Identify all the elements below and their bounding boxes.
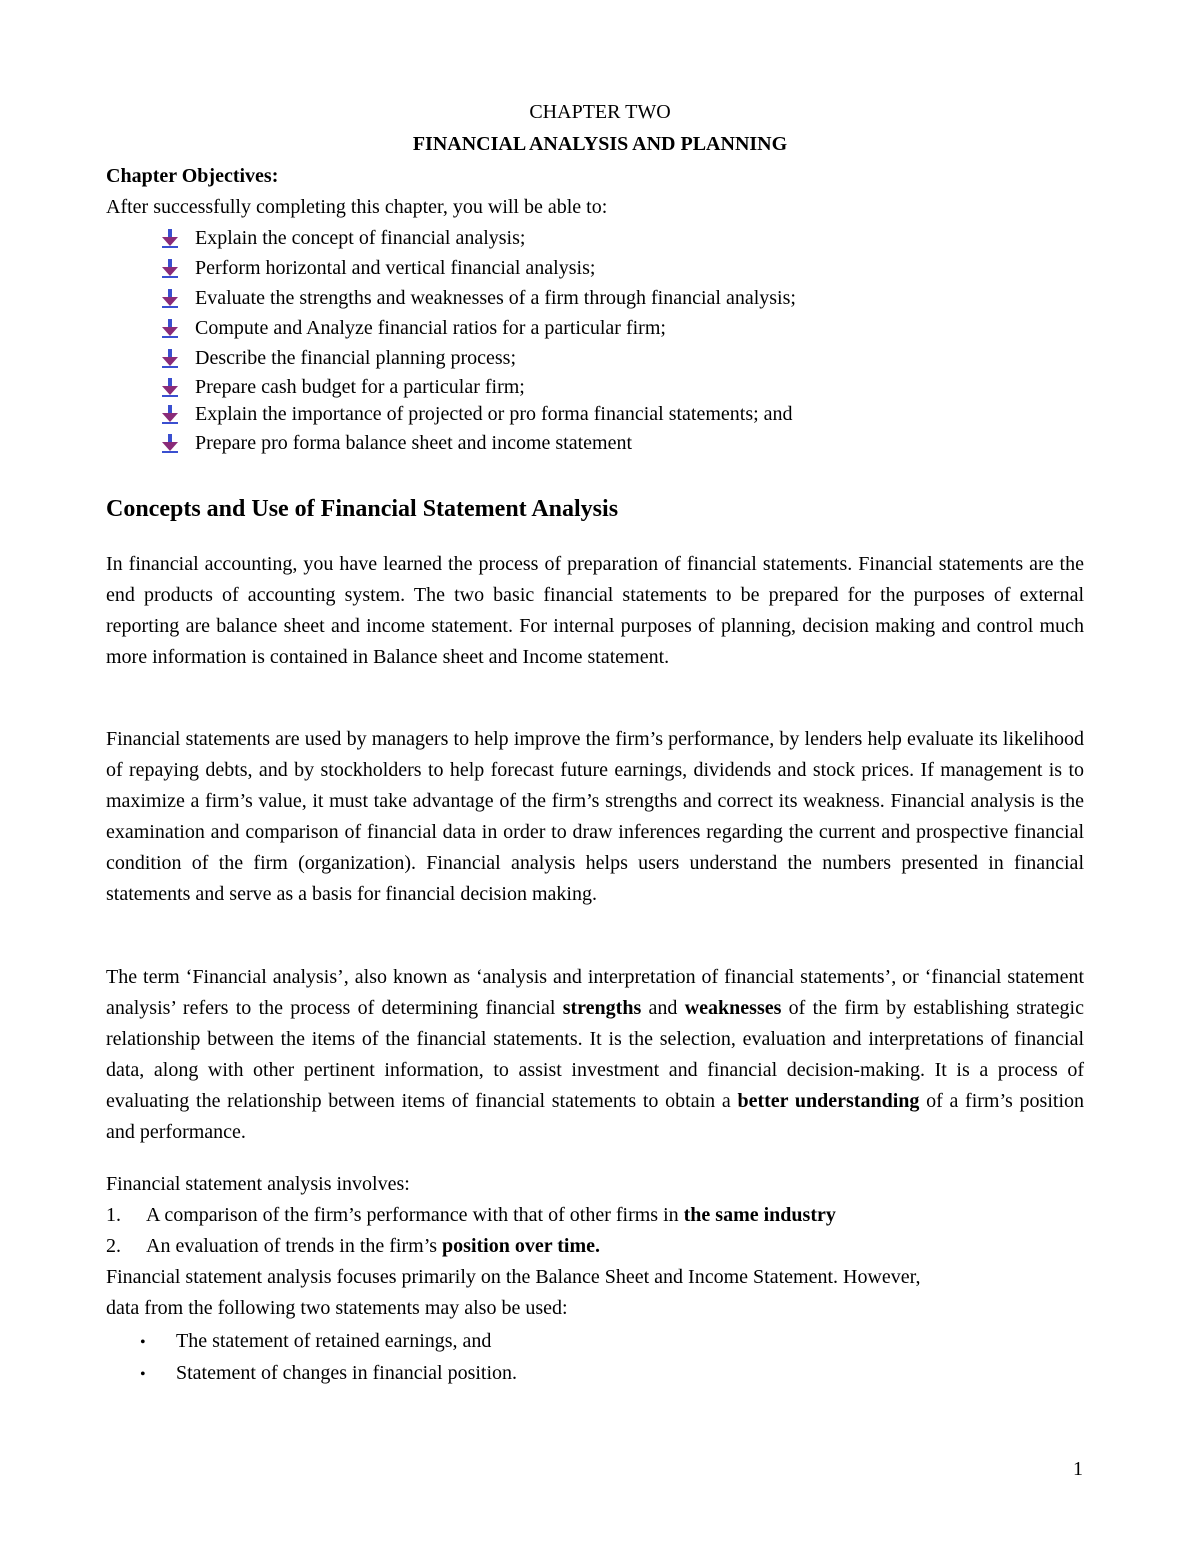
bullet-item <box>140 1329 491 1355</box>
bullet-dot: • <box>140 1366 146 1383</box>
objective-text: Prepare pro forma balance sheet and income statement <box>195 432 633 454</box>
objective-text: Compute and Analyze financial ratios for a particular firm; <box>195 317 666 339</box>
bullet-dot: • <box>140 1334 146 1351</box>
numbered-item <box>106 1234 600 1258</box>
item-number: 1. <box>106 1204 121 1226</box>
paragraph-3-text: of the firm by establishing strategic relationship between the items of the financial statements. It is the selection, evaluation and interpretations of financial data, along with other pertinent information, to assist investment and financial decision-making. It is a process of evaluating the relationship between items of financial statements to obtain a <box>106 997 1084 1112</box>
focus-line-2: data from the following two statements may also be used: <box>106 1297 568 1319</box>
chapter-label: CHAPTER TWO <box>529 101 671 123</box>
objectives-intro: After successfully completing this chapter, you will be able to: <box>106 196 608 218</box>
down-arrow-icon <box>160 377 180 397</box>
down-arrow-icon <box>160 258 180 278</box>
bold-strengths: strengths <box>562 997 642 1019</box>
focus-line-1: Financial statement analysis focuses primarily on the Balance Sheet and Income Statement. However, <box>106 1266 921 1288</box>
involves-intro: Financial statement analysis involves: <box>106 1173 410 1195</box>
item-text: A comparison of the firm’s performance with that of other firms in <box>146 1204 684 1226</box>
bold-better-understanding: better understanding <box>737 1090 920 1112</box>
item-number: 2. <box>106 1235 121 1257</box>
down-arrow-icon <box>160 318 180 338</box>
objective-text: Prepare cash budget for a particular firm; <box>195 376 525 398</box>
objective-text: Describe the financial planning process; <box>195 347 516 369</box>
page-number: 1 <box>1073 1458 1083 1480</box>
section-heading: Concepts and Use of Financial Statement Analysis <box>106 496 619 522</box>
item-bold-text: the same industry <box>683 1204 836 1226</box>
item-bold-text: position over time. <box>442 1235 600 1257</box>
bold-weaknesses: weaknesses <box>684 997 782 1019</box>
objective-text: Perform horizontal and vertical financial analysis; <box>195 257 596 279</box>
paragraph-2: Financial statements are used by managers to help improve the firm’s performance, by lenders help evaluate its likelihood of repaying debts, and by stockholders to help forecast future earnings, dividends and stock prices. If management is to maximize a firm’s value, it must take advantage of the firm’s strengths and correct its weakness. Financial analysis is the examination and comparison of financial data in order to draw inferences regarding the current and prospective financial condition of the firm (organization). Financial analysis helps users understand the numbers presented in financial statements and serve as a basis for financial decision making. <box>106 728 1084 905</box>
objective-text: Explain the importance of projected or pro forma financial statements; and <box>195 403 793 425</box>
down-arrow-icon <box>160 288 180 308</box>
down-arrow-icon <box>160 433 180 453</box>
bullet-text: Statement of changes in financial position. <box>176 1362 518 1384</box>
numbered-item <box>106 1203 836 1227</box>
objectives-heading: Chapter Objectives: <box>106 165 279 187</box>
chapter-title: FINANCIAL ANALYSIS AND PLANNING <box>412 133 788 155</box>
objective-text: Evaluate the strengths and weaknesses of a firm through financial analysis; <box>195 287 796 309</box>
bullet-item <box>140 1361 517 1387</box>
bullet-text: The statement of retained earnings, and <box>176 1330 492 1352</box>
paragraph-3-text: The term ‘Financial analysis’, also known as ‘analysis and interpretation of financial statements’, or ‘financial statement analysis’ refers to the process of determining financial <box>106 966 1084 1019</box>
item-text: An evaluation of trends in the firm’s <box>146 1235 443 1257</box>
down-arrow-icon <box>160 228 180 248</box>
down-arrow-icon <box>160 348 180 368</box>
paragraph-3 <box>106 962 1084 1148</box>
objective-text: Explain the concept of financial analysis; <box>195 227 526 249</box>
paragraph-3-text: of a firm’s position and performance. <box>106 1090 1084 1143</box>
down-arrow-icon <box>160 404 180 424</box>
paragraph-3-text: and <box>641 997 685 1019</box>
paragraph-1: In financial accounting, you have learned the process of preparation of financial statements. Financial statements are the end products of accounting system. The two basic financial statements to be prepared for the purposes of external reporting are balance sheet and income statement. For internal purposes of planning, decision making and control much more information is contained in Balance sheet and Income statement. <box>106 553 1084 668</box>
